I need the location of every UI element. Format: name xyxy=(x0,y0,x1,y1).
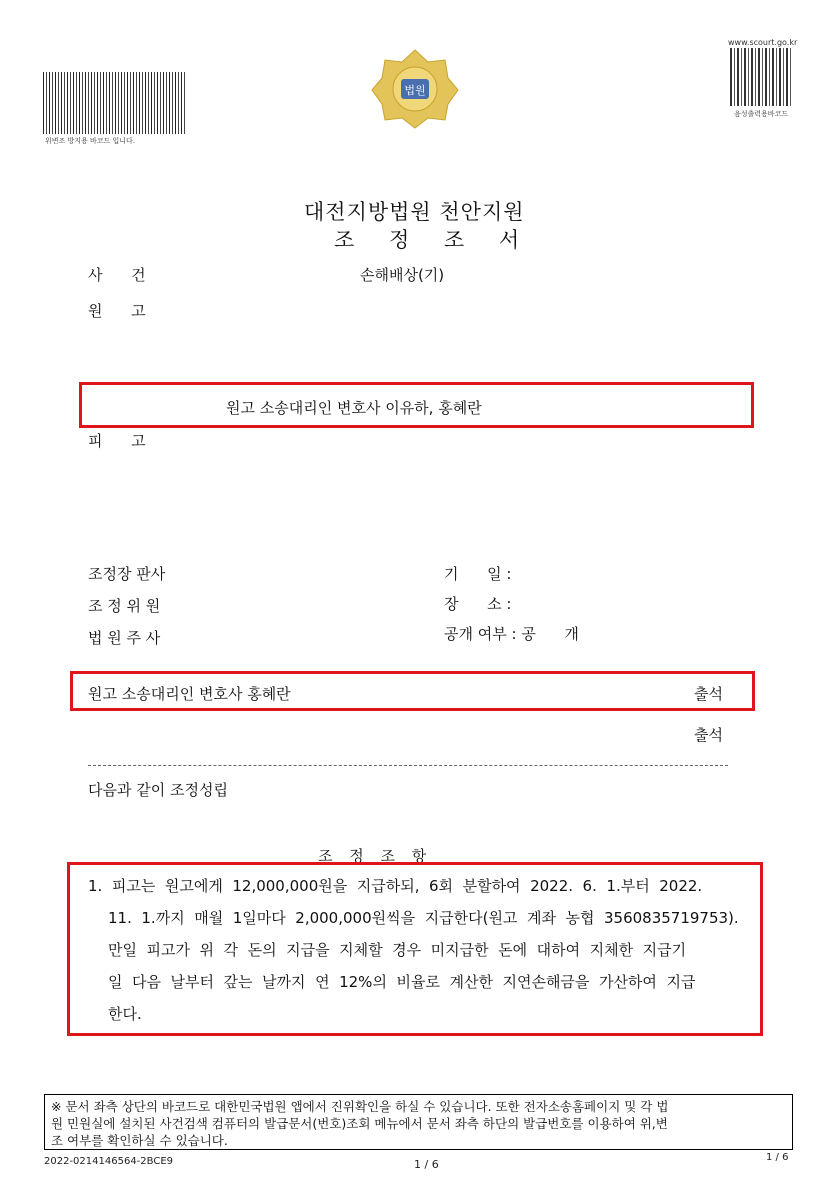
settlement-intro: 다음과 같이 조정성립 xyxy=(88,781,228,799)
attendance-representative: 원고 소송대리인 변호사 홍혜란 xyxy=(88,685,291,703)
notice-line-2: 원 민원실에 설치된 사건검색 컴퓨터의 발급문서(번호)조회 메뉴에서 문서 좌측 하단의 발급번호를 이용하여 위,변 xyxy=(51,1116,668,1131)
authentication-barcode xyxy=(43,72,185,134)
notice-line-1: ※ 문서 좌측 상단의 바코드로 대한민국법원 앱에서 진위확인을 하실 수 있습니다. 또한 전자소송홈페이지 및 각 법 xyxy=(51,1099,669,1114)
terms-line-3: 만일 피고가 위 각 돈의 지급을 지체할 경우 미지급한 돈에 대하여 지체한 지급기 xyxy=(108,941,687,959)
qr-caption: 음성출력용바코드 xyxy=(734,110,789,118)
divider xyxy=(88,765,728,766)
court-name: 대전지방법원 천안지원 xyxy=(304,200,525,224)
terms-line-2: 11. 1.까지 매월 1일마다 2,000,000원씩을 지급한다(원고 계좌 농협 3560835719753). xyxy=(108,909,739,927)
issue-number: 2022-0214146564-2BCE9 xyxy=(44,1156,173,1167)
public-label: 공개 여부 : 공 개 xyxy=(444,625,579,643)
defendant-label: 피 고 xyxy=(88,432,146,450)
judge-label: 조정장 판사 xyxy=(88,565,166,583)
page-number-right: 1 / 6 xyxy=(766,1152,789,1163)
plaintiff-representative: 원고 소송대리인 변호사 이유하, 홍혜란 xyxy=(226,399,482,417)
emblem-text: 법원 xyxy=(404,84,426,97)
terms-line-1: 1. 피고는 원고에게 12,000,000원을 지급하되, 6회 분할하여 2022. 6. 1.부터 2022. xyxy=(88,877,703,895)
place-label: 장 소 : xyxy=(444,595,512,613)
court-emblem-icon xyxy=(370,48,460,130)
page-number-center: 1 / 6 xyxy=(414,1158,439,1171)
plaintiff-label: 원 고 xyxy=(88,302,146,320)
site-url: www.scourt.go.kr xyxy=(728,38,798,47)
notice-line-3: 조 여부를 확인하실 수 있습니다. xyxy=(51,1133,228,1148)
clerk-label: 법 원 주 사 xyxy=(88,629,161,647)
attendance-status-1: 출석 xyxy=(694,685,723,703)
terms-line-5: 한다. xyxy=(108,1005,142,1023)
verification-notice xyxy=(44,1094,793,1150)
mediator-label: 조 정 위 원 xyxy=(88,597,161,615)
terms-line-4: 일 다음 날부터 갚는 날까지 연 12%의 비율로 계산한 지연손해금을 가산하여 지급 xyxy=(108,973,696,991)
document-title: 조 정 조 서 xyxy=(334,228,534,252)
barcode-caption: 위변조 방지용 바코드 입니다. xyxy=(45,137,136,145)
terms-title: 조 정 조 항 xyxy=(318,847,433,865)
date-label: 기 일 : xyxy=(444,565,512,583)
voice-output-barcode xyxy=(730,48,792,106)
case-value: 손해배상(기) xyxy=(360,266,445,284)
case-label: 사 건 xyxy=(88,266,146,284)
attendance-status-2: 출석 xyxy=(694,726,723,744)
